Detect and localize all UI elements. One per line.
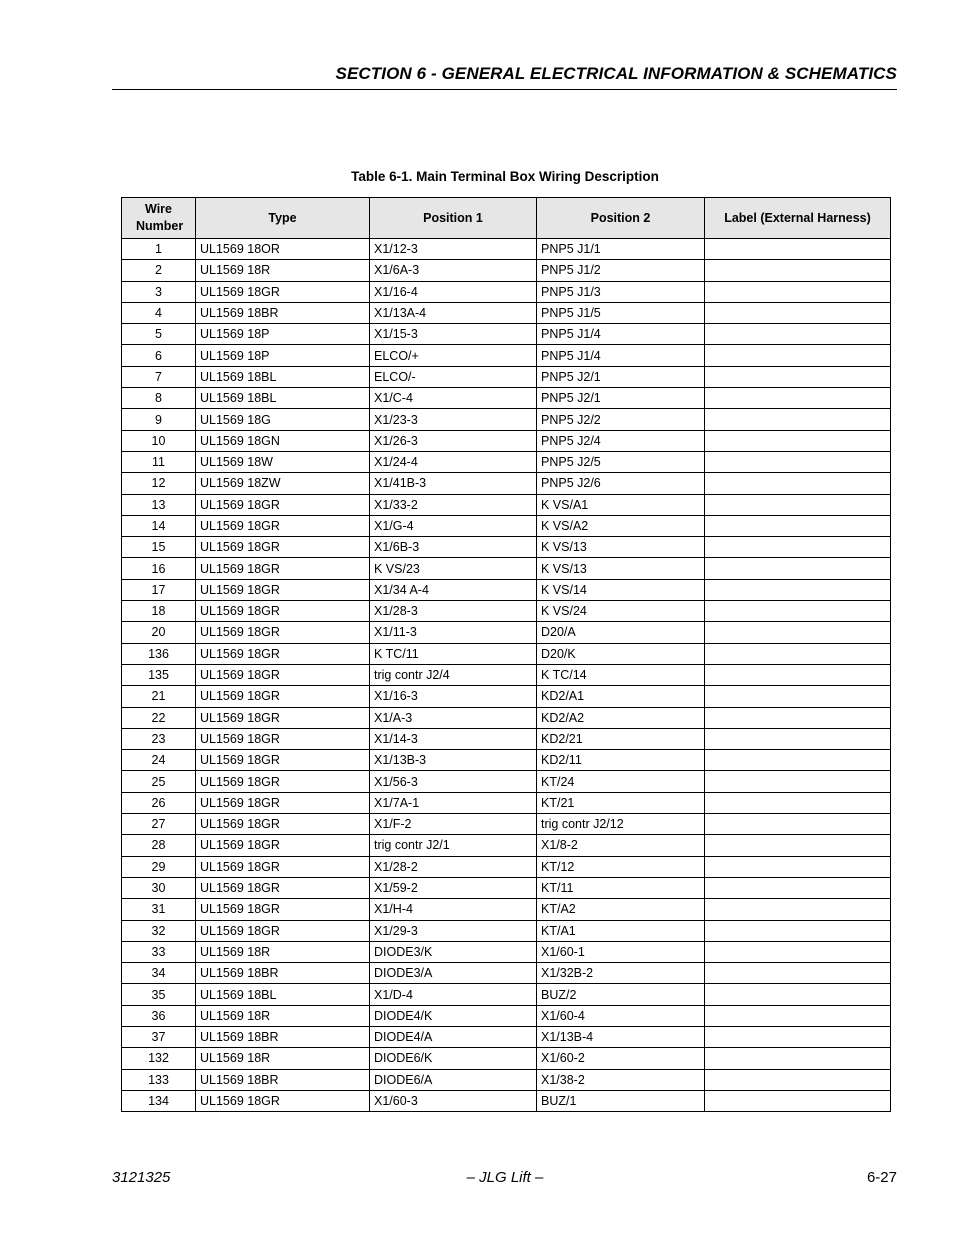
type-cell: UL1569 18BL (196, 366, 370, 387)
table-row (122, 771, 891, 792)
table-row (122, 1026, 891, 1047)
position-1-cell: DIODE4/A (370, 1026, 537, 1047)
label-cell (705, 388, 891, 409)
type-cell: UL1569 18GR (196, 281, 370, 302)
label-cell (705, 515, 891, 536)
position-2-cell: KT/12 (537, 856, 705, 877)
wire-number-cell: 21 (122, 686, 196, 707)
position-1-cell: X1/C-4 (370, 388, 537, 409)
wire-number-cell: 17 (122, 579, 196, 600)
wire-number-cell: 33 (122, 941, 196, 962)
table-row (122, 451, 891, 472)
wiring-table (121, 197, 891, 1112)
wire-number-cell: 32 (122, 920, 196, 941)
type-cell: UL1569 18GR (196, 750, 370, 771)
column-header-position-2: Position 2 (537, 198, 705, 239)
wire-number-cell: 30 (122, 877, 196, 898)
position-1-cell: ELCO/- (370, 366, 537, 387)
position-1-cell: DIODE6/K (370, 1048, 537, 1069)
position-1-cell: X1/D-4 (370, 984, 537, 1005)
label-cell (705, 728, 891, 749)
position-1-cell: X1/6A-3 (370, 260, 537, 281)
table-row (122, 984, 891, 1005)
position-1-cell: X1/13B-3 (370, 750, 537, 771)
type-cell: UL1569 18GR (196, 835, 370, 856)
table-row (122, 366, 891, 387)
position-2-cell: PNP5 J2/4 (537, 430, 705, 451)
position-2-cell: X1/38-2 (537, 1069, 705, 1090)
wire-number-cell: 24 (122, 750, 196, 771)
position-1-cell: DIODE6/A (370, 1069, 537, 1090)
type-cell: UL1569 18GR (196, 622, 370, 643)
wire-number-cell: 26 (122, 792, 196, 813)
wire-number-cell: 15 (122, 537, 196, 558)
wire-number-cell: 28 (122, 835, 196, 856)
label-cell (705, 856, 891, 877)
wire-number-cell: 9 (122, 409, 196, 430)
position-2-cell: BUZ/1 (537, 1090, 705, 1111)
position-2-cell: KD2/11 (537, 750, 705, 771)
position-1-cell: DIODE3/K (370, 941, 537, 962)
position-2-cell: K VS/14 (537, 579, 705, 600)
position-1-cell: X1/15-3 (370, 324, 537, 345)
table-row (122, 1005, 891, 1026)
position-2-cell: X1/60-4 (537, 1005, 705, 1026)
table-row (122, 792, 891, 813)
position-1-cell: X1/11-3 (370, 622, 537, 643)
type-cell: UL1569 18GR (196, 515, 370, 536)
label-cell (705, 984, 891, 1005)
wire-number-cell: 133 (122, 1069, 196, 1090)
label-cell (705, 622, 891, 643)
position-2-cell: K VS/24 (537, 601, 705, 622)
type-cell: UL1569 18OR (196, 239, 370, 260)
table-row (122, 558, 891, 579)
wire-number-cell: 4 (122, 302, 196, 323)
position-1-cell: X1/24-4 (370, 451, 537, 472)
position-2-cell: PNP5 J2/5 (537, 451, 705, 472)
wire-number-cell: 13 (122, 494, 196, 515)
wire-number-cell: 134 (122, 1090, 196, 1111)
table-row (122, 856, 891, 877)
column-header-wire-number: Wire Number (122, 198, 196, 239)
wire-number-cell: 22 (122, 707, 196, 728)
type-cell: UL1569 18GR (196, 664, 370, 685)
position-1-cell: X1/6B-3 (370, 537, 537, 558)
type-cell: UL1569 18GN (196, 430, 370, 451)
label-cell (705, 1090, 891, 1111)
position-2-cell: BUZ/2 (537, 984, 705, 1005)
table-row (122, 1069, 891, 1090)
wire-number-cell: 20 (122, 622, 196, 643)
position-2-cell: PNP5 J1/4 (537, 324, 705, 345)
position-2-cell: PNP5 J1/4 (537, 345, 705, 366)
position-1-cell: X1/28-2 (370, 856, 537, 877)
position-1-cell: X1/7A-1 (370, 792, 537, 813)
table-row (122, 622, 891, 643)
label-cell (705, 601, 891, 622)
table-row (122, 260, 891, 281)
table-header-row (122, 198, 891, 239)
label-cell (705, 494, 891, 515)
label-cell (705, 537, 891, 558)
table-row (122, 345, 891, 366)
wire-number-cell: 36 (122, 1005, 196, 1026)
type-cell: UL1569 18GR (196, 643, 370, 664)
type-cell: UL1569 18P (196, 324, 370, 345)
position-2-cell: KT/21 (537, 792, 705, 813)
table-row (122, 388, 891, 409)
publisher: – JLG Lift – (466, 1169, 544, 1186)
wire-number-cell: 1 (122, 239, 196, 260)
document-number: 3121325 (112, 1169, 171, 1186)
position-2-cell: PNP5 J1/5 (537, 302, 705, 323)
table-row (122, 494, 891, 515)
table-row (122, 1048, 891, 1069)
position-1-cell: trig contr J2/4 (370, 664, 537, 685)
label-cell (705, 451, 891, 472)
position-1-cell: X1/33-2 (370, 494, 537, 515)
table-row (122, 941, 891, 962)
wire-number-cell: 6 (122, 345, 196, 366)
type-cell: UL1569 18GR (196, 856, 370, 877)
position-2-cell: PNP5 J1/1 (537, 239, 705, 260)
wire-number-cell: 2 (122, 260, 196, 281)
wire-number-cell: 18 (122, 601, 196, 622)
label-cell (705, 920, 891, 941)
position-1-cell: X1/13A-4 (370, 302, 537, 323)
label-cell (705, 1005, 891, 1026)
position-2-cell: KT/A2 (537, 899, 705, 920)
table-row (122, 473, 891, 494)
table-row (122, 537, 891, 558)
position-1-cell: DIODE4/K (370, 1005, 537, 1026)
label-cell (705, 686, 891, 707)
type-cell: UL1569 18GR (196, 686, 370, 707)
position-1-cell: X1/59-2 (370, 877, 537, 898)
type-cell: UL1569 18BR (196, 1069, 370, 1090)
position-1-cell: X1/34 A-4 (370, 579, 537, 600)
type-cell: UL1569 18GR (196, 707, 370, 728)
label-cell (705, 1048, 891, 1069)
position-1-cell: trig contr J2/1 (370, 835, 537, 856)
label-cell (705, 1026, 891, 1047)
type-cell: UL1569 18GR (196, 1090, 370, 1111)
wire-number-cell: 35 (122, 984, 196, 1005)
wire-number-cell: 136 (122, 643, 196, 664)
type-cell: UL1569 18R (196, 260, 370, 281)
position-1-cell: X1/23-3 (370, 409, 537, 430)
table-row (122, 579, 891, 600)
wire-number-cell: 31 (122, 899, 196, 920)
position-2-cell: KT/11 (537, 877, 705, 898)
type-cell: UL1569 18G (196, 409, 370, 430)
table-row (122, 664, 891, 685)
section-title: SECTION 6 - GENERAL ELECTRICAL INFORMATION & SCHEMATICS (335, 64, 897, 83)
position-2-cell: K TC/14 (537, 664, 705, 685)
position-1-cell: ELCO/+ (370, 345, 537, 366)
position-1-cell: X1/41B-3 (370, 473, 537, 494)
position-2-cell: X1/13B-4 (537, 1026, 705, 1047)
type-cell: UL1569 18BL (196, 984, 370, 1005)
column-header-position-1: Position 1 (370, 198, 537, 239)
position-2-cell: KD2/21 (537, 728, 705, 749)
type-cell: UL1569 18ZW (196, 473, 370, 494)
type-cell: UL1569 18GR (196, 728, 370, 749)
label-cell (705, 941, 891, 962)
position-2-cell: PNP5 J1/3 (537, 281, 705, 302)
label-cell (705, 835, 891, 856)
table-row (122, 302, 891, 323)
position-2-cell: D20/A (537, 622, 705, 643)
type-cell: UL1569 18GR (196, 579, 370, 600)
wire-number-cell: 11 (122, 451, 196, 472)
position-1-cell: X1/16-3 (370, 686, 537, 707)
table-row (122, 899, 891, 920)
label-cell (705, 899, 891, 920)
label-cell (705, 771, 891, 792)
page-number: 6-27 (866, 1169, 897, 1186)
position-2-cell: K VS/13 (537, 537, 705, 558)
column-header-label: Label (External Harness) (705, 198, 891, 239)
position-2-cell: D20/K (537, 643, 705, 664)
column-header-type: Type (196, 198, 370, 239)
position-2-cell: X1/60-2 (537, 1048, 705, 1069)
label-cell (705, 664, 891, 685)
wire-number-cell: 10 (122, 430, 196, 451)
position-2-cell: K VS/13 (537, 558, 705, 579)
table-row (122, 515, 891, 536)
type-cell: UL1569 18GR (196, 920, 370, 941)
type-cell: UL1569 18BL (196, 388, 370, 409)
type-cell: UL1569 18W (196, 451, 370, 472)
table-caption: Table 6-1. Main Terminal Box Wiring Description (351, 169, 659, 184)
label-cell (705, 473, 891, 494)
table-row (122, 324, 891, 345)
table-row (122, 707, 891, 728)
table-row (122, 963, 891, 984)
table-row (122, 601, 891, 622)
position-2-cell: KD2/A1 (537, 686, 705, 707)
wire-number-cell: 5 (122, 324, 196, 345)
wire-number-cell: 14 (122, 515, 196, 536)
type-cell: UL1569 18GR (196, 792, 370, 813)
position-1-cell: X1/56-3 (370, 771, 537, 792)
label-cell (705, 366, 891, 387)
wire-number-cell: 34 (122, 963, 196, 984)
wire-number-cell: 25 (122, 771, 196, 792)
table-row (122, 877, 891, 898)
type-cell: UL1569 18GR (196, 537, 370, 558)
label-cell (705, 877, 891, 898)
position-1-cell: X1/A-3 (370, 707, 537, 728)
type-cell: UL1569 18GR (196, 771, 370, 792)
label-cell (705, 302, 891, 323)
type-cell: UL1569 18BR (196, 302, 370, 323)
table-body (122, 239, 891, 1112)
position-2-cell: PNP5 J1/2 (537, 260, 705, 281)
position-1-cell: K VS/23 (370, 558, 537, 579)
position-1-cell: X1/60-3 (370, 1090, 537, 1111)
wire-number-cell: 23 (122, 728, 196, 749)
label-cell (705, 792, 891, 813)
position-2-cell: KD2/A2 (537, 707, 705, 728)
label-cell (705, 558, 891, 579)
table-row (122, 728, 891, 749)
type-cell: UL1569 18P (196, 345, 370, 366)
type-cell: UL1569 18BR (196, 963, 370, 984)
type-cell: UL1569 18R (196, 941, 370, 962)
label-cell (705, 430, 891, 451)
wire-number-cell: 37 (122, 1026, 196, 1047)
wire-number-cell: 135 (122, 664, 196, 685)
table-row (122, 239, 891, 260)
position-2-cell: X1/8-2 (537, 835, 705, 856)
position-2-cell: X1/32B-2 (537, 963, 705, 984)
type-cell: UL1569 18BR (196, 1026, 370, 1047)
position-1-cell: X1/12-3 (370, 239, 537, 260)
position-1-cell: X1/H-4 (370, 899, 537, 920)
wire-number-cell: 8 (122, 388, 196, 409)
type-cell: UL1569 18GR (196, 899, 370, 920)
type-cell: UL1569 18R (196, 1005, 370, 1026)
label-cell (705, 281, 891, 302)
position-2-cell: KT/24 (537, 771, 705, 792)
table-row (122, 814, 891, 835)
label-cell (705, 643, 891, 664)
label-cell (705, 707, 891, 728)
label-cell (705, 963, 891, 984)
label-cell (705, 579, 891, 600)
position-1-cell: X1/29-3 (370, 920, 537, 941)
position-2-cell: KT/A1 (537, 920, 705, 941)
position-1-cell: X1/16-4 (370, 281, 537, 302)
wire-number-cell: 132 (122, 1048, 196, 1069)
position-2-cell: PNP5 J2/1 (537, 366, 705, 387)
type-cell: UL1569 18GR (196, 558, 370, 579)
label-cell (705, 324, 891, 345)
wire-number-cell: 16 (122, 558, 196, 579)
table-row (122, 430, 891, 451)
position-1-cell: X1/14-3 (370, 728, 537, 749)
table-row (122, 686, 891, 707)
table-row (122, 835, 891, 856)
label-cell (705, 409, 891, 430)
position-2-cell: X1/60-1 (537, 941, 705, 962)
table-row (122, 409, 891, 430)
position-1-cell: DIODE3/A (370, 963, 537, 984)
table-row (122, 281, 891, 302)
type-cell: UL1569 18GR (196, 601, 370, 622)
table-row (122, 750, 891, 771)
label-cell (705, 260, 891, 281)
position-2-cell: K VS/A1 (537, 494, 705, 515)
label-cell (705, 1069, 891, 1090)
table-row (122, 643, 891, 664)
position-1-cell: X1/G-4 (370, 515, 537, 536)
position-1-cell: X1/28-3 (370, 601, 537, 622)
wire-number-cell: 3 (122, 281, 196, 302)
type-cell: UL1569 18GR (196, 494, 370, 515)
position-1-cell: X1/F-2 (370, 814, 537, 835)
position-1-cell: X1/26-3 (370, 430, 537, 451)
wire-number-cell: 27 (122, 814, 196, 835)
position-2-cell: K VS/A2 (537, 515, 705, 536)
type-cell: UL1569 18GR (196, 814, 370, 835)
label-cell (705, 239, 891, 260)
position-2-cell: PNP5 J2/2 (537, 409, 705, 430)
label-cell (705, 750, 891, 771)
wire-number-cell: 7 (122, 366, 196, 387)
position-1-cell: K TC/11 (370, 643, 537, 664)
type-cell: UL1569 18GR (196, 877, 370, 898)
label-cell (705, 345, 891, 366)
table-row (122, 920, 891, 941)
header-rule (112, 89, 897, 90)
position-2-cell: trig contr J2/12 (537, 814, 705, 835)
wire-number-cell: 12 (122, 473, 196, 494)
label-cell (705, 814, 891, 835)
table-row (122, 1090, 891, 1111)
position-2-cell: PNP5 J2/6 (537, 473, 705, 494)
position-2-cell: PNP5 J2/1 (537, 388, 705, 409)
type-cell: UL1569 18R (196, 1048, 370, 1069)
wire-number-cell: 29 (122, 856, 196, 877)
